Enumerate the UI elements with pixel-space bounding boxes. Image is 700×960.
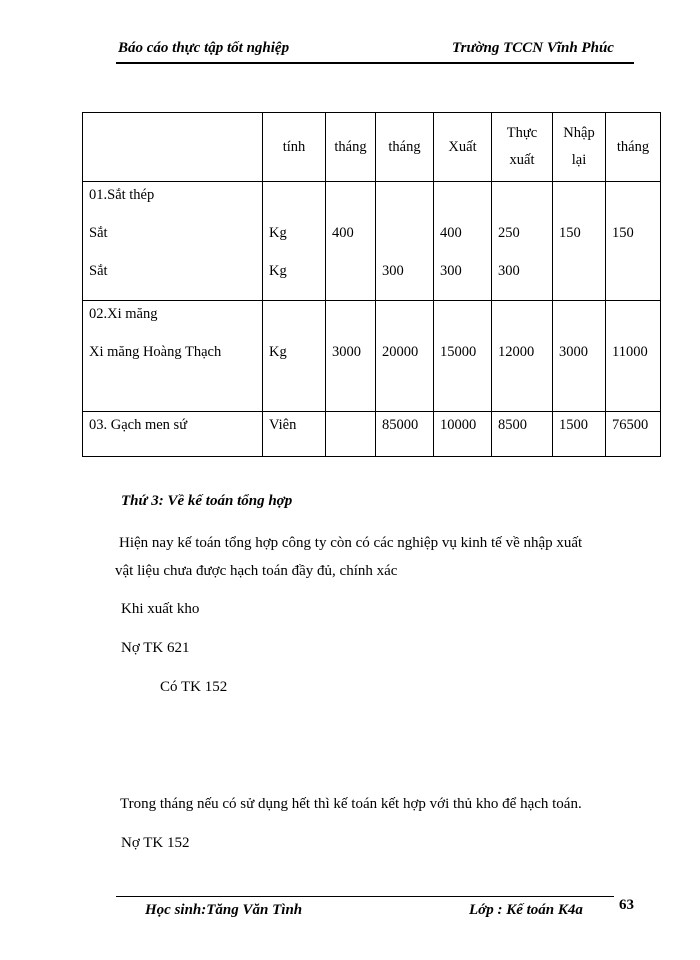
- table-cell: 150: [606, 182, 661, 301]
- table-cell: 3000: [326, 301, 376, 412]
- table-cell: 3000: [553, 301, 606, 412]
- table-row: [83, 301, 661, 412]
- table-cell: 01.Sắt thép Sắt Sắt: [83, 182, 263, 301]
- table-cell: [326, 412, 376, 457]
- col-header-month-2: tháng: [376, 113, 434, 182]
- paragraph-line: Trong tháng nếu có sử dụng hết thì kế toán kết hợp với thủ kho để hạch toán.: [120, 796, 582, 812]
- table-cell: Kg Kg: [263, 182, 326, 301]
- table-cell: Kg: [263, 301, 326, 412]
- col-header-return: Nhập lại: [553, 113, 606, 182]
- table-cell: 15000: [434, 301, 492, 412]
- header-report-title: Báo cáo thực tập tốt nghiệp: [118, 40, 290, 56]
- col-header-unit: tính: [263, 113, 326, 182]
- footer-class: Lớp : Kế toán K4a: [469, 902, 583, 918]
- table-cell: 250 300: [492, 182, 553, 301]
- table-cell: 03. Gạch men sứ: [83, 412, 263, 457]
- table-cell: 02.Xi măng Xi măng Hoàng Thạch: [83, 301, 263, 412]
- header-rule: [116, 62, 634, 64]
- table-cell: 12000: [492, 301, 553, 412]
- table-cell: 400 300: [434, 182, 492, 301]
- table-cell: Viên: [263, 412, 326, 457]
- col-header-export: Xuất: [434, 113, 492, 182]
- table-cell: 8500: [492, 412, 553, 457]
- journal-debit-line: Nợ TK 621: [121, 640, 190, 656]
- table-header-row: [83, 113, 661, 182]
- col-header-month-1: tháng: [326, 113, 376, 182]
- table-cell: 1500: [553, 412, 606, 457]
- header-school-name: Trường TCCN Vĩnh Phúc: [452, 40, 614, 56]
- table-cell: 20000: [376, 301, 434, 412]
- table-row: [83, 182, 661, 301]
- journal-debit-line: Nợ TK 152: [121, 835, 190, 851]
- table-cell: 400: [326, 182, 376, 301]
- col-header-actual-export: Thực xuất: [492, 113, 553, 182]
- table-cell: 300: [376, 182, 434, 301]
- paragraph-line: Hiện nay kế toán tổng hợp công ty còn có các nghiệp vụ kinh tế về nhập xuất: [119, 535, 583, 551]
- footer-student-name: Học sinh:Tăng Văn Tình: [145, 902, 303, 918]
- paragraph-line: vật liệu chưa được hạch toán đầy đủ, chính xác: [115, 563, 398, 579]
- col-header-month-3: tháng: [606, 113, 661, 182]
- table-cell: 85000: [376, 412, 434, 457]
- table-cell: 10000: [434, 412, 492, 457]
- paragraph-line: Khi xuất kho: [121, 601, 200, 617]
- footer-rule: [116, 896, 614, 897]
- materials-table: [82, 112, 661, 457]
- table-cell: 11000: [606, 301, 661, 412]
- table-cell: 76500: [606, 412, 661, 457]
- section-heading: Thứ 3: Về kế toán tổng hợp: [121, 493, 293, 509]
- table-cell: 150: [553, 182, 606, 301]
- page-number: 63: [619, 897, 634, 913]
- col-header-item: [83, 113, 263, 182]
- table-row: [83, 412, 661, 457]
- journal-credit-line: Có TK 152: [160, 679, 228, 695]
